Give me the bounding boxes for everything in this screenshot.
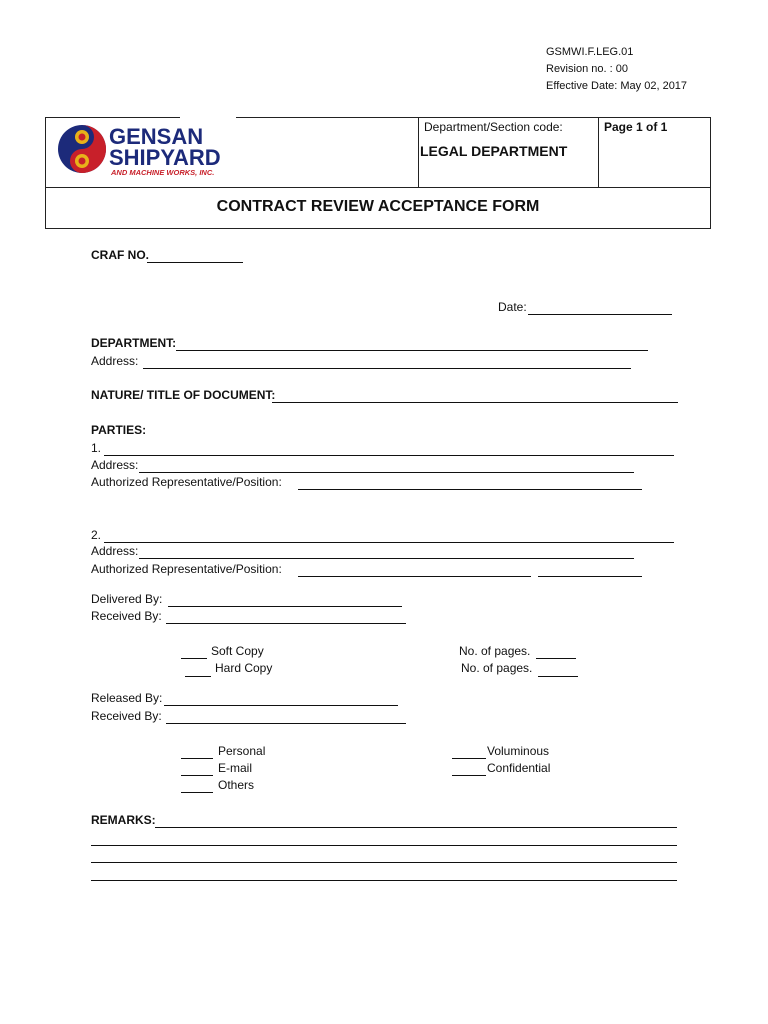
logo-line2: SHIPYARD bbox=[109, 145, 221, 170]
party2-address-field[interactable] bbox=[139, 558, 634, 559]
hard-copy-checkbox[interactable] bbox=[185, 676, 211, 677]
received-by-field-2[interactable] bbox=[166, 723, 406, 724]
form-title: CONTRACT REVIEW ACCEPTANCE FORM bbox=[216, 198, 540, 215]
company-logo bbox=[57, 122, 237, 178]
soft-copy-pages-field[interactable] bbox=[536, 658, 576, 659]
party1-name-field[interactable] bbox=[104, 455, 674, 456]
others-label: Others bbox=[218, 778, 255, 792]
effective-date: Effective Date: May 02, 2017 bbox=[546, 80, 688, 92]
party2-rep-field[interactable] bbox=[298, 576, 531, 577]
personal-checkbox[interactable] bbox=[181, 758, 213, 759]
department-address-field[interactable] bbox=[143, 368, 631, 369]
remarks-field-4[interactable] bbox=[91, 880, 677, 881]
date-field[interactable] bbox=[528, 314, 672, 315]
remarks-label: REMARKS: bbox=[91, 813, 156, 827]
department-label: DEPARTMENT: bbox=[91, 336, 177, 350]
remarks-field-1[interactable] bbox=[155, 827, 677, 828]
dept-section-value: LEGAL DEPARTMENT bbox=[420, 143, 568, 159]
date-label: Date: bbox=[498, 300, 527, 314]
logo-border-gap bbox=[180, 114, 236, 120]
others-checkbox[interactable] bbox=[181, 792, 213, 793]
voluminous-label: Voluminous bbox=[487, 744, 550, 758]
party2-position-field[interactable] bbox=[538, 576, 642, 577]
released-by-field[interactable] bbox=[164, 705, 398, 706]
delivered-by-label: Delivered By: bbox=[91, 592, 163, 606]
craf-no-field[interactable] bbox=[147, 262, 243, 263]
party1-rep-label: Authorized Representative/Position: bbox=[91, 475, 282, 489]
department-field[interactable] bbox=[176, 350, 648, 351]
header-divider bbox=[46, 187, 710, 188]
party2-rep-label: Authorized Representative/Position: bbox=[91, 562, 282, 576]
party2-number: 2. bbox=[91, 528, 102, 542]
email-checkbox[interactable] bbox=[181, 775, 213, 776]
soft-copy-label: Soft Copy bbox=[211, 644, 264, 658]
revision-no: Revision no. : 00 bbox=[546, 63, 628, 75]
nature-label: NATURE/ TITLE OF DOCUMENT: bbox=[91, 388, 276, 402]
nature-field[interactable] bbox=[272, 402, 678, 403]
received-by-field-1[interactable] bbox=[166, 623, 406, 624]
party1-number: 1. bbox=[91, 441, 102, 455]
craf-no-label: CRAF NO. bbox=[91, 248, 149, 262]
department-address-label: Address: bbox=[91, 354, 139, 368]
soft-copy-checkbox[interactable] bbox=[181, 658, 207, 659]
party1-address-field[interactable] bbox=[139, 472, 634, 473]
received-by-label-2: Received By: bbox=[91, 709, 162, 723]
remarks-field-3[interactable] bbox=[91, 862, 677, 863]
parties-label: PARTIES: bbox=[91, 423, 147, 437]
hard-copy-pages-label: No. of pages. bbox=[461, 661, 533, 675]
party2-name-field[interactable] bbox=[104, 542, 674, 543]
remarks-field-2[interactable] bbox=[91, 845, 677, 846]
voluminous-checkbox[interactable] bbox=[452, 758, 486, 759]
page-number: Page 1 of 1 bbox=[604, 120, 668, 134]
hard-copy-label: Hard Copy bbox=[215, 661, 273, 675]
doc-code: GSMWI.F.LEG.01 bbox=[546, 46, 634, 58]
received-by-label-1: Received By: bbox=[91, 609, 162, 623]
header-divider-1 bbox=[418, 118, 419, 187]
confidential-label: Confidential bbox=[487, 761, 551, 775]
delivered-by-field[interactable] bbox=[168, 606, 402, 607]
party2-address-label: Address: bbox=[91, 544, 139, 558]
released-by-label: Released By: bbox=[91, 691, 163, 705]
dept-section-label: Department/Section code: bbox=[424, 120, 563, 134]
party1-address-label: Address: bbox=[91, 458, 139, 472]
personal-label: Personal bbox=[218, 744, 266, 758]
email-label: E-mail bbox=[218, 761, 253, 775]
hard-copy-pages-field[interactable] bbox=[538, 676, 578, 677]
soft-copy-pages-label: No. of pages. bbox=[459, 644, 531, 658]
party1-rep-field[interactable] bbox=[298, 489, 642, 490]
logo-line3: AND MACHINE WORKS, INC. bbox=[111, 168, 215, 177]
logo-line1: GENSAN bbox=[109, 124, 204, 149]
header-divider-2 bbox=[598, 118, 599, 187]
confidential-checkbox[interactable] bbox=[452, 775, 486, 776]
